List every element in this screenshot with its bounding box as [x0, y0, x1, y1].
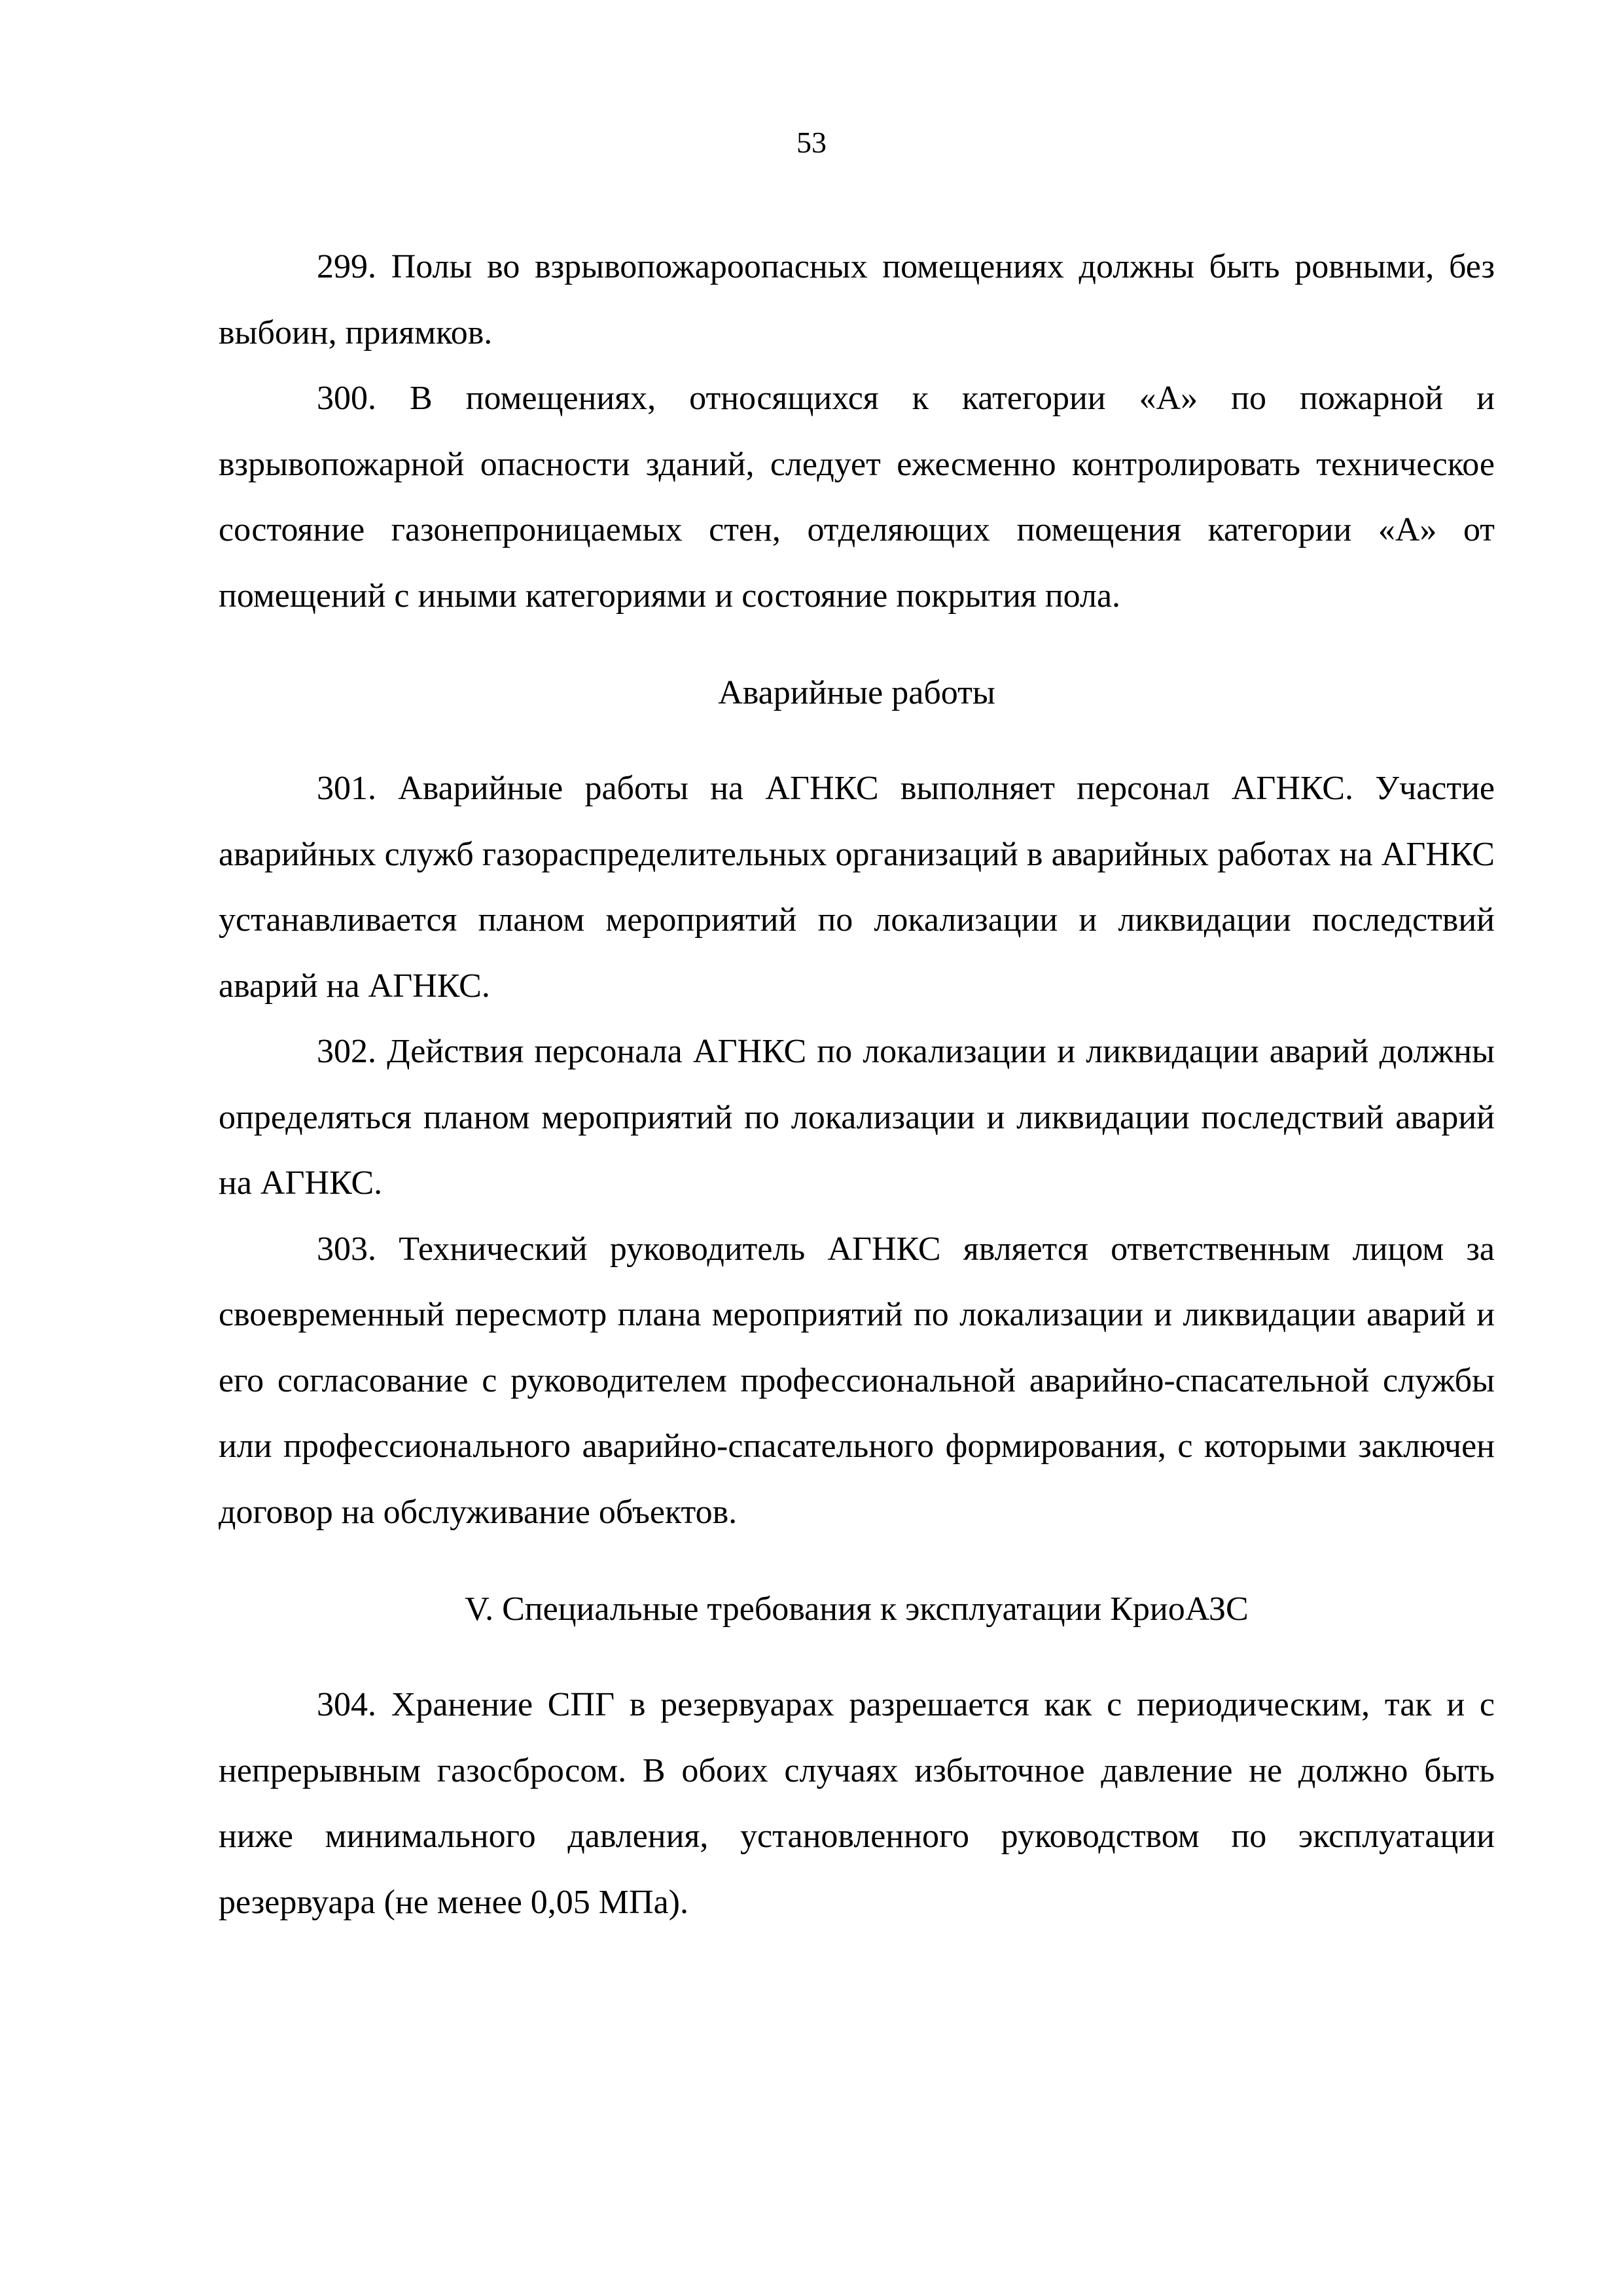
document-body	[219, 234, 1495, 1935]
page-number: 53	[796, 126, 827, 159]
chapter-heading-cryo-stations: V. Специальные требования к эксплуатации КриоАЗС	[465, 1590, 1249, 1628]
section-heading-emergency-works: Аварийные работы	[718, 674, 995, 711]
paragraph-302: 302. Действия персонала АГНКС по локализации и ликвидации аварий должны определяться планом мероприятий по локализации и ликвидации последствий аварий на АГНКС.	[219, 1033, 1495, 1202]
paragraph-299: 299. Полы во взрывопожароопасных помещениях должны быть ровными, без выбоин, приямков.	[219, 248, 1495, 351]
paragraph-303: 303. Технический руководитель АГНКС является ответственным лицом за своевременный пересмотр плана мероприятий по локализации и ликвидации аварий и его согласование с руководителем профессиональной аварийно-спасательной службы или профессионального аварийно-спасательного формирования, с которыми заключен договор на обслуживание объектов.	[219, 1230, 1495, 1531]
paragraph-301: 301. Аварийные работы на АГНКС выполняет персонал АГНКС. Участие аварийных служб газораспределительных организаций в аварийных работах на АГНКС устанавливается планом мероприятий по локализации и ликвидации последствий аварий на АГНКС.	[219, 770, 1495, 1005]
paragraph-300: 300. В помещениях, относящихся к категории «А» по пожарной и взрывопожарной опасности зданий, следует ежесменно контролировать техническое состояние газонепроницаемых стен, отделяющих помещения категории «А» от помещений с иными категориями и состояние покрытия пола.	[219, 380, 1495, 615]
paragraph-304: 304. Хранение СПГ в резервуарах разрешается как с периодическим, так и с непрерывным газосбросом. В обоих случаях избыточное давление не должно быть ниже минимального давления, установленного руководством по эксплуатации резервуара (не менее 0,05 МПа).	[219, 1686, 1495, 1921]
